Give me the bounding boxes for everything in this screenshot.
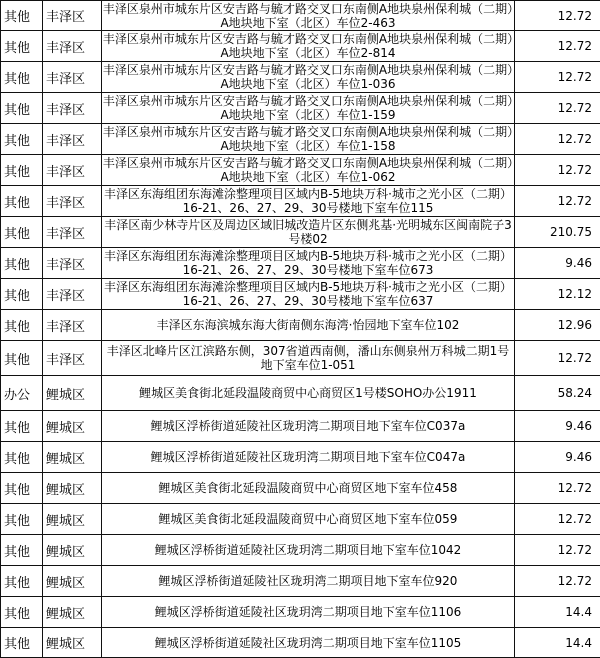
table-row <box>1 62 600 93</box>
location-cell: 鲤城区浮桥街道延陵社区珑玥湾二期项目地下室车位C037a <box>102 411 515 442</box>
district-cell: 鲤城区 <box>43 504 102 535</box>
table-row <box>1 597 600 628</box>
area-cell: 12.72 <box>515 1 600 31</box>
type-cell: 其他 <box>1 535 43 566</box>
district-cell: 丰泽区 <box>43 1 102 31</box>
table-row <box>1 1 600 31</box>
table-row <box>1 93 600 124</box>
district-cell: 丰泽区 <box>43 341 102 376</box>
table-row <box>1 217 600 248</box>
district-cell: 丰泽区 <box>43 155 102 186</box>
district-cell: 鲤城区 <box>43 376 102 411</box>
type-cell: 其他 <box>1 504 43 535</box>
type-cell: 其他 <box>1 217 43 248</box>
type-cell: 其他 <box>1 597 43 628</box>
location-cell: 丰泽区泉州市城东片区安吉路与毓才路交叉口东南侧A地块泉州保利城（二期）A地块地下室（北区）车位1-159 <box>102 93 515 124</box>
area-cell: 12.12 <box>515 279 600 310</box>
location-cell: 丰泽区东海组团东海滩涂整理项目区域内B-5地块万科·城市之光小区（二期）16-21、26、27、29、30号楼地下室车位637 <box>102 279 515 310</box>
table-row <box>1 411 600 442</box>
location-cell: 丰泽区北峰片区江滨路东侧，307省道西南侧，潘山东侧泉州万科城二期1号地下室车位1-051 <box>102 341 515 376</box>
type-cell: 其他 <box>1 411 43 442</box>
area-cell: 12.72 <box>515 93 600 124</box>
table-row <box>1 535 600 566</box>
area-cell: 12.72 <box>515 186 600 217</box>
location-cell: 丰泽区东海组团东海滩涂整理项目区域内B-5地块万科·城市之光小区（二期）16-21、26、27、29、30号楼地下室车位673 <box>102 248 515 279</box>
district-cell: 丰泽区 <box>43 248 102 279</box>
type-cell: 其他 <box>1 473 43 504</box>
district-cell: 丰泽区 <box>43 310 102 341</box>
type-cell: 其他 <box>1 186 43 217</box>
location-cell: 丰泽区泉州市城东片区安吉路与毓才路交叉口东南侧A地块泉州保利城（二期）A地块地下室（北区）车位1-158 <box>102 124 515 155</box>
table-row <box>1 473 600 504</box>
district-cell: 丰泽区 <box>43 93 102 124</box>
area-cell: 12.72 <box>515 341 600 376</box>
area-cell: 9.46 <box>515 248 600 279</box>
district-cell: 鲤城区 <box>43 535 102 566</box>
location-cell: 丰泽区东海滨城东海大街南侧东海湾·怡园地下室车位102 <box>102 310 515 341</box>
type-cell: 其他 <box>1 628 43 658</box>
type-cell: 其他 <box>1 31 43 62</box>
table-row <box>1 376 600 411</box>
district-cell: 丰泽区 <box>43 186 102 217</box>
table-row <box>1 628 600 658</box>
area-cell: 210.75 <box>515 217 600 248</box>
district-cell: 鲤城区 <box>43 473 102 504</box>
table-row <box>1 442 600 473</box>
area-cell: 12.72 <box>515 566 600 597</box>
location-cell: 丰泽区泉州市城东片区安吉路与毓才路交叉口东南侧A地块泉州保利城（二期）A地块地下室（北区）车位2-814 <box>102 31 515 62</box>
area-cell: 58.24 <box>515 376 600 411</box>
type-cell: 其他 <box>1 341 43 376</box>
location-cell: 丰泽区东海组团东海滩涂整理项目区域内B-5地块万科·城市之光小区（二期）16-21、26、27、29、30号楼地下室车位115 <box>102 186 515 217</box>
type-cell: 其他 <box>1 442 43 473</box>
location-cell: 丰泽区泉州市城东片区安吉路与毓才路交叉口东南侧A地块泉州保利城（二期）A地块地下室（北区）车位1-062 <box>102 155 515 186</box>
district-cell: 鲤城区 <box>43 597 102 628</box>
property-table-body <box>1 1 600 658</box>
district-cell: 丰泽区 <box>43 31 102 62</box>
location-cell: 丰泽区泉州市城东片区安吉路与毓才路交叉口东南侧A地块泉州保利城（二期）A地块地下室（北区）车位2-463 <box>102 1 515 31</box>
type-cell: 其他 <box>1 566 43 597</box>
location-cell: 鲤城区浮桥街道延陵社区珑玥湾二期项目地下室车位1106 <box>102 597 515 628</box>
area-cell: 12.96 <box>515 310 600 341</box>
location-cell: 鲤城区美食街北延段温陵商贸中心商贸区地下室车位458 <box>102 473 515 504</box>
type-cell: 其他 <box>1 93 43 124</box>
type-cell: 其他 <box>1 1 43 31</box>
area-cell: 12.72 <box>515 504 600 535</box>
table-row <box>1 31 600 62</box>
type-cell: 其他 <box>1 155 43 186</box>
table-row <box>1 186 600 217</box>
location-cell: 鲤城区浮桥街道延陵社区珑玥湾二期项目地下室车位1042 <box>102 535 515 566</box>
district-cell: 鲤城区 <box>43 411 102 442</box>
district-cell: 鲤城区 <box>43 442 102 473</box>
district-cell: 丰泽区 <box>43 124 102 155</box>
location-cell: 鲤城区浮桥街道延陵社区珑玥湾二期项目地下室车位1105 <box>102 628 515 658</box>
table-row <box>1 310 600 341</box>
district-cell: 丰泽区 <box>43 62 102 93</box>
location-cell: 鲤城区浮桥街道延陵社区珑玥湾二期项目地下室车位C047a <box>102 442 515 473</box>
table-row <box>1 124 600 155</box>
area-cell: 12.72 <box>515 62 600 93</box>
table-row <box>1 504 600 535</box>
area-cell: 14.4 <box>515 597 600 628</box>
area-cell: 14.4 <box>515 628 600 658</box>
type-cell: 其他 <box>1 279 43 310</box>
area-cell: 12.72 <box>515 31 600 62</box>
area-cell: 12.72 <box>515 473 600 504</box>
type-cell: 其他 <box>1 310 43 341</box>
location-cell: 丰泽区泉州市城东片区安吉路与毓才路交叉口东南侧A地块泉州保利城（二期）A地块地下室（北区）车位1-036 <box>102 62 515 93</box>
table-row <box>1 155 600 186</box>
area-cell: 12.72 <box>515 124 600 155</box>
area-cell: 9.46 <box>515 411 600 442</box>
district-cell: 鲤城区 <box>43 628 102 658</box>
district-cell: 丰泽区 <box>43 279 102 310</box>
area-cell: 9.46 <box>515 442 600 473</box>
table-row <box>1 279 600 310</box>
location-cell: 丰泽区南少林寺片区及周边区域旧城改造片区东侧兆基·光明城东区闽南院子3号楼02 <box>102 217 515 248</box>
table-row <box>1 566 600 597</box>
area-cell: 12.72 <box>515 535 600 566</box>
location-cell: 鲤城区浮桥街道延陵社区珑玥湾二期项目地下室车位920 <box>102 566 515 597</box>
type-cell: 其他 <box>1 124 43 155</box>
district-cell: 鲤城区 <box>43 566 102 597</box>
type-cell: 办公 <box>1 376 43 411</box>
table-row <box>1 341 600 376</box>
type-cell: 其他 <box>1 248 43 279</box>
area-cell: 12.72 <box>515 155 600 186</box>
district-cell: 丰泽区 <box>43 217 102 248</box>
type-cell: 其他 <box>1 62 43 93</box>
location-cell: 鲤城区美食街北延段温陵商贸中心商贸区地下室车位059 <box>102 504 515 535</box>
table-row <box>1 248 600 279</box>
location-cell: 鲤城区美食街北延段温陵商贸中心商贸区1号楼SOHO办公1911 <box>102 376 515 411</box>
